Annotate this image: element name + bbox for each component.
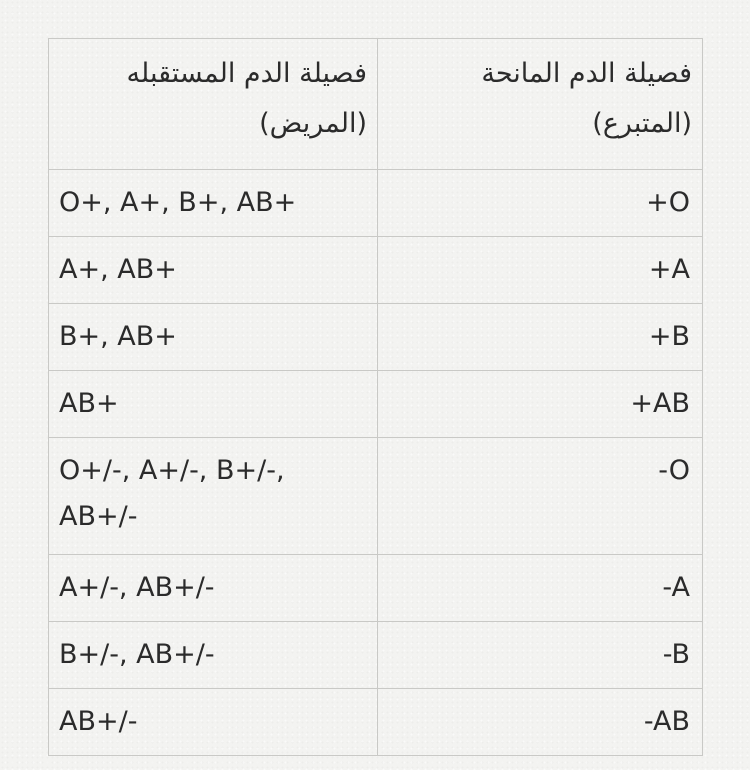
recipient-cell: AB+/- <box>49 689 378 756</box>
blood-compatibility-table <box>48 38 703 756</box>
table-row <box>49 371 703 438</box>
recipient-header: فصيلة الدم المستقبله (المريض) <box>49 39 378 170</box>
recipient-cell: B+/-, AB+/- <box>49 622 378 689</box>
recipient-cell: A+, AB+ <box>49 237 378 304</box>
table-row <box>49 689 703 756</box>
table-row <box>49 237 703 304</box>
table-row <box>49 438 703 555</box>
table-row <box>49 622 703 689</box>
donor-cell: -B <box>378 622 703 689</box>
table-row <box>49 170 703 237</box>
blood-compatibility-sheet <box>48 38 702 756</box>
recipient-cell: A+/-, AB+/- <box>49 555 378 622</box>
donor-cell: +A <box>378 237 703 304</box>
donor-cell: -O <box>378 438 703 555</box>
donor-header: فصيلة الدم المانحة (المتبرع) <box>378 39 703 170</box>
table-row <box>49 555 703 622</box>
recipient-cell: B+, AB+ <box>49 304 378 371</box>
donor-cell: +B <box>378 304 703 371</box>
donor-cell: +O <box>378 170 703 237</box>
donor-cell: -A <box>378 555 703 622</box>
recipient-cell: O+/-, A+/-, B+/-, AB+/- <box>49 438 378 555</box>
table-row <box>49 304 703 371</box>
recipient-cell: O+, A+, B+, AB+ <box>49 170 378 237</box>
donor-cell: -AB <box>378 689 703 756</box>
table-header-row <box>49 39 703 170</box>
donor-cell: +AB <box>378 371 703 438</box>
recipient-cell: AB+ <box>49 371 378 438</box>
